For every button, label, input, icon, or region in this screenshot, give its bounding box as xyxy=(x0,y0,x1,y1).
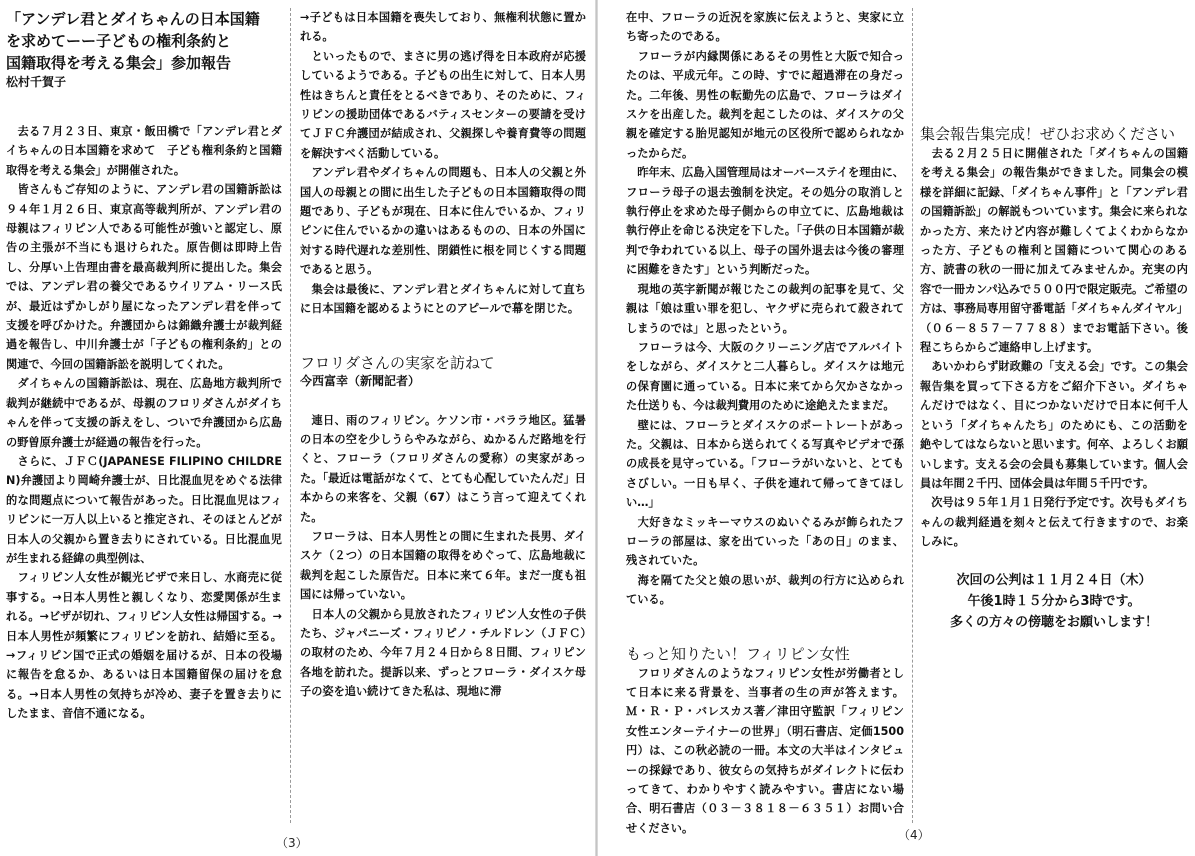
article-paragraph: 去る７月２３日、東京・飯田橋で「アンデレ君とダイちゃんの日本国籍を求めて 子ども権利条約と国籍取得を考える集会」が開催された。 xyxy=(6,125,282,177)
feature-paragraph: フローラが内縁関係にあるその男性と大阪で知合ったのは、平成元年。この時、すでに超過滞在の身だった。二年後、男性の転勤先の広島で、フローラはダイスケを出産した。裁判を起こしたのは、ダイスケの父親を確定する胎児認知が地元の区役所で認められなかったからだ。 xyxy=(626,49,904,160)
feature-paragraph: 連日、雨のフィリピン。ケソン市・バララ地区。猛暑の日本の空を少しうらやみながら、ぬかるんだ路地を行くと、フローラ（フロリダさんの愛称）の実家があった。「最近は電話がなくて、とても心配していたんだ」日本からの来客を、父親（67）はこう言って迎えてくれた。 xyxy=(300,413,586,524)
article-paragraph: 集会は最後に、アンデレ君とダイちゃんに対して直ちに日本国籍を認めるようにとのアピールで幕を閉じた。 xyxy=(300,282,586,316)
hearing-notice-line: 多くの方々の傍聴をお願いします！ xyxy=(949,614,1158,630)
article-paragraph: フィリピン人女性が観光ビザで来日し、水商売に従事する。→日本人男性と親しくなり、恋愛関係が生まれる。→ビザが切れ、フィリピン人女性は帰国する。→日本人男性が頻繁にフィリピンを訪れ、結婚に至る。→フィリピン国で正式の婚姻を届けるが、日本の役場に報告を怠るか、あるいは日本国籍留保の届けを怠る。→日本人男性の気持ちが冷め、妻子を置き去りにしたまま、音信不通になる。 xyxy=(6,571,282,721)
article-title-line: 「アンデレ君とダイちゃんの日本国籍 xyxy=(6,10,260,28)
feature-paragraph: 昨年末、広島入国管理局はオーバーステイを理由に、フローラ母子の退去強制を決定。その処分の取消しと執行停止を求めた母子側からの申立てに、広島地裁は執行停止を命じる決定を下した。「子供の日本国籍が裁判で争われている以上、母子の国外退去は今後の審理に困難をきたす」という判断だった。 xyxy=(626,166,904,277)
feature-paragraph: フローラは、日本人男性との間に生まれた長男、ダイスケ（２つ）の日本国籍の取得をめぐって、広島地裁に裁判を起こした原告だ。日本に来て６年。まだ一度も祖国には帰っていない。 xyxy=(300,529,586,602)
article-title xyxy=(6,8,282,74)
article-paragraph: といったもので、まさに男の逃げ得を日本政府が応援しているようである。子どもの出生に対して、日本人男性はきちんと責任をとるべきであり、そのために、フィリピンの援助団体であるバティスセンターの要請を受けてＪＦＣ弁護団が結成され、父親探しや養育費等の問題を解決すべく活動している。 xyxy=(300,49,586,160)
left-column-1 xyxy=(6,8,282,724)
hearing-notice xyxy=(920,570,1188,633)
report-title: 集会報告集完成！ぜひお求めください xyxy=(920,125,1176,143)
article-title-line: 国籍取得を考える集会」参加報告 xyxy=(6,54,232,72)
right-column-2 xyxy=(920,8,1188,633)
page-number: （4） xyxy=(898,828,930,842)
feature-paragraph: 現地の英字新聞が報じたこの裁判の記事を見て、父親は「娘は重い罪を犯し、ヤクザに売られて殺されてしまうのでは」と思ったという。 xyxy=(626,282,904,335)
report-paragraph: あいかわらず財政難の「支える会」です。この集会報告集を買って下さる方をご紹介下さい。ダイちゃんだけではなく、目につかないだけで日本に何千人という「ダイちゃんたち」のためにも、この活動を絶やしてはならないと思います。何卒、よろしくお願いします。支える会の会員も募集しています。個人会員は年間２千円、団体会員は年間５千円です。 xyxy=(920,360,1188,490)
right-column-1 xyxy=(626,8,904,838)
page-number: （3） xyxy=(276,836,308,850)
left-column-2 xyxy=(300,8,586,702)
book-paragraph: フロリダさんのようなフィリピン女性が労働者として日本に来る背景を、当事者の生の声が答えます。Ｍ・Ｒ・Ｐ・バレスカス著／津田守監訳「フィリピン女性エンターテイナーの世界」（明石書店、定価1500円）は、この秋必読の一冊。本文の大半はインタビューの採録であり、彼女らの気持ちがダイレクトに伝わってきて、わかりやすく読みやすい。書店にない場合、明石書店（０３－３８１８－６３５１）お問い合せください。 xyxy=(626,666,904,835)
article-paragraph: →子どもは日本国籍を喪失しており、無権利状態に置かれる。 xyxy=(300,11,586,44)
feature-paragraph: 壁には、フローラとダイスケのポートレートがあった。父親は、日本から送られてくる写真やビデオで孫の成長を見守っている。「フローラがいないと、とてもさびしい。一日も早く、子供を連れて帰ってきてほしい…」 xyxy=(626,418,904,510)
book-title: もっと知りたい！フィリピン女性 xyxy=(626,644,850,663)
page-right xyxy=(598,0,1195,856)
article-title-line: を求めてーー子どもの権利条約と xyxy=(6,32,232,50)
feature-paragraph: フローラは今、大阪のクリーニング店でアルバイトをしながら、ダイスケと二人暮らし。ダイスケは地元の保育園に通っている。日本に来てから欠かさなかった仕送りも、今は裁判費用のために途絶えたままだ。 xyxy=(626,340,904,413)
hearing-notice-line: 午後1時１５分から3時です。 xyxy=(967,593,1141,609)
article-paragraph: アンデレ君やダイちゃんの問題も、日本人の父親と外国人の母親との間に出生した子どもの日本国籍取得の問題であり、子どもが現在、日本に住んでいるか、フィリピンに住んでいるかの違いはあるものの、日本の外国に対する時代遅れな差別性、閉鎖性に根を同じくする問題であると思う。 xyxy=(300,166,586,277)
article-byline: 松村千賀子 xyxy=(6,75,67,89)
page-left xyxy=(0,0,596,856)
feature-paragraph: 日本人の父親から見放されたフィリピン人女性の子供たち、ジャパニーズ・フィリピノ・チルドレン（ＪＦＣ）の取材のため、今年７月２４日から８日間、フィリピン各地を訪れた。提訴以来、ずっとフローラ・ダイスケ母子の姿を追い続けてきた私は、現地に滞 xyxy=(300,607,586,699)
report-paragraph: 去る２月２５日に開催された「ダイちゃんの国籍を考える集会」の報告集ができました。同集会の模様を詳細に記録、「ダイちゃん事件」と「アンデレ君の国籍訴訟」の解説もついています。集会に来られなかった方、来たけど内容が難しくてよくわからなかった方、子どもの権利と国籍について関心のある方、読書の秋の一冊に加えてみませんか。充実の内容で一冊カンパ込みで５００円で限定販売。ご希望の方は、事務局専用留守番電話「ダイちゃんダイヤル」（０６－８５７－７７８８）までお電話下さい。後程こちらからご連絡申し上げます。 xyxy=(920,147,1188,355)
feature-paragraph: 在中、フローラの近況を家族に伝えようと、実家に立ち寄ったのである。 xyxy=(626,11,904,44)
feature-title: フロリダさんの実家を訪ねて xyxy=(300,353,495,372)
article-paragraph: さらに、ＪＦＣ(JAPANESE FILIPINO CHILDREN)弁護団より岡崎弁護士が、日比混血児をめぐる法律的な問題点について報告があった。日比混血児はフィリピンに一万人以上いると推定され、そのほとんどが日本人の父親から置き去りにされている。日比混血児が生まれる経緯の典型例は、 xyxy=(6,454,282,565)
column-divider xyxy=(290,8,291,823)
column-divider xyxy=(912,8,913,823)
feature-paragraph: 海を隔てた父と娘の思いが、裁判の行方に込められている。 xyxy=(626,573,904,607)
report-paragraph: 次号は９５年１月１日発行予定です。次号もダイちゃんの裁判経過を刻々と伝えて行きますので、お楽しみに。 xyxy=(920,496,1188,549)
article-paragraph: ダイちゃんの国籍訴訟は、現在、広島地方裁判所で裁判が継続中であるが、母親のフロリダさんがダイちゃんを伴って支援の訴えをし、ついで弁護団から広島の野曽原弁護士が経過の報告を行った。 xyxy=(6,377,282,449)
hearing-notice-line: 次回の公判は１１月２４日（木） xyxy=(956,572,1152,588)
article-paragraph: 皆さんもご存知のように、アンデレ君の国籍訴訟は９４年１月２６日、東京高等裁判所が、アンデレ君の母親はフィリピン人である可能性が強いと認定し、原告の主張が不当にも退けられた。原告側は即時上告し、分厚い上告理由書を最高裁判所に提出した。集会では、アンデレ君の養父であるウイリアム・リース氏が、最近はずかしがり屋になったアンデレ君を伴って支援を呼びかけた。弁護団からは錦織弁護士が裁判経過を報告し、中川弁護士が「子どもの権利条約」との関連で、今回の国籍訴訟を説明してくれた。 xyxy=(6,183,282,371)
feature-byline: 今西富幸（新聞記者） xyxy=(300,373,421,388)
feature-paragraph: 大好きなミッキーマウスのぬいぐるみが飾られたフローラの部屋は、家を出ていった「あの日」のまま、残されていた。 xyxy=(626,515,904,568)
